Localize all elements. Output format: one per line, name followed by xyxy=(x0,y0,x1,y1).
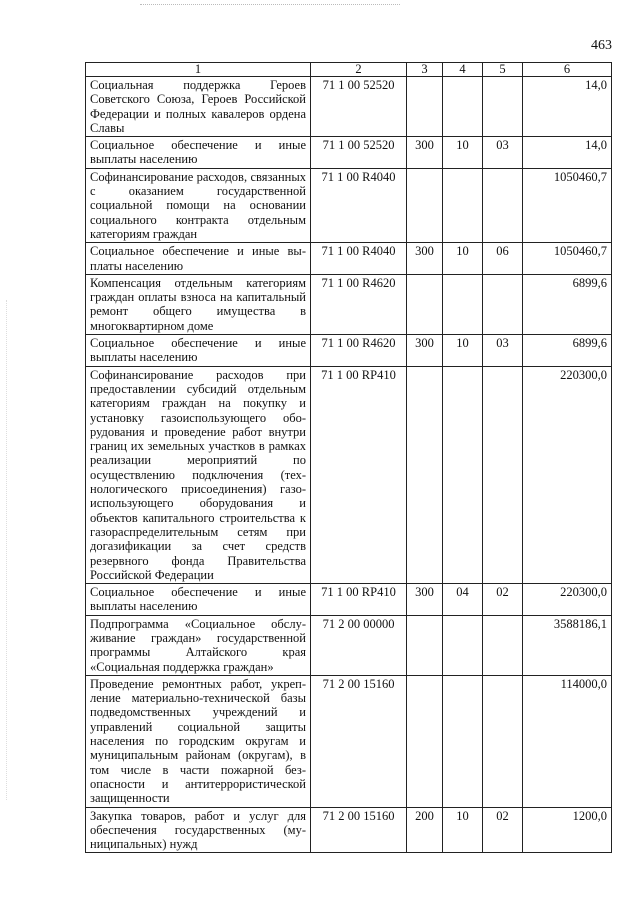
cell-name: Закупка товаров, работ и услуг для обеспечения государственных (муниципальных) нужд xyxy=(86,807,311,853)
cell-name: Проведение ремонтных работ, укрепление материально-технической базы подведомственных учреждений и управлений социальной защиты населения по городским округам и муниципальным районам (округам), в том числе в части пожарной безопасности и антитеррористической защищенности xyxy=(86,675,311,807)
cell-amount: 1200,0 xyxy=(523,807,612,853)
cell-name: Социальное обеспечение и иные выплаты населению xyxy=(86,137,311,169)
table-row xyxy=(86,274,612,334)
cell-subsection xyxy=(483,675,523,807)
cell-amount: 14,0 xyxy=(523,137,612,169)
cell-section xyxy=(443,615,483,675)
table-row xyxy=(86,243,612,275)
cell-target-article: 71 1 00 RP410 xyxy=(311,366,407,583)
cell-target-article: 71 1 00 52520 xyxy=(311,137,407,169)
cell-subsection xyxy=(483,77,523,137)
cell-target-article: 71 1 00 R4620 xyxy=(311,335,407,367)
column-header: 1 xyxy=(86,63,311,77)
cell-target-article: 71 2 00 15160 xyxy=(311,807,407,853)
cell-target-article: 71 1 00 R4620 xyxy=(311,274,407,334)
cell-name: Софинансирование расходов при предоставлении субсидий отдельным категориям граждан на покупку и установку газоиспользующего оборудования и проведение работ внутри границ их земельных участков в рамках реализации мероприятий по осуществлению подключения (технологического присоединения) газоиспользующего оборудования и объектов капитального строительства к газораспределительным сетям при догазификации за счет средств резервного фонда Правительства Российской Федерации xyxy=(86,366,311,583)
scan-artifact xyxy=(140,4,400,7)
cell-section: 10 xyxy=(443,137,483,169)
cell-section xyxy=(443,366,483,583)
table-body xyxy=(86,77,612,853)
cell-section xyxy=(443,168,483,242)
table-row xyxy=(86,615,612,675)
cell-expense-type: 200 xyxy=(407,807,443,853)
cell-subsection: 02 xyxy=(483,584,523,616)
column-header: 4 xyxy=(443,63,483,77)
cell-name: Компенсация отдельным категориям граждан оплаты взноса на капитальный ремонт общего имущества в многоквартирном доме xyxy=(86,274,311,334)
cell-expense-type: 300 xyxy=(407,137,443,169)
cell-amount: 6899,6 xyxy=(523,274,612,334)
column-header: 3 xyxy=(407,63,443,77)
cell-expense-type: 300 xyxy=(407,584,443,616)
cell-expense-type: 300 xyxy=(407,335,443,367)
cell-section: 10 xyxy=(443,335,483,367)
cell-target-article: 71 1 00 R4040 xyxy=(311,243,407,275)
cell-expense-type xyxy=(407,274,443,334)
cell-section: 04 xyxy=(443,584,483,616)
table-row xyxy=(86,168,612,242)
cell-amount: 3588186,1 xyxy=(523,615,612,675)
page-number: 463 xyxy=(591,38,612,53)
cell-amount: 6899,6 xyxy=(523,335,612,367)
cell-amount: 220300,0 xyxy=(523,584,612,616)
cell-name: Подпрограмма «Социальное обслуживание граждан» государственной программы Алтайского края «Социальная поддержка граждан» xyxy=(86,615,311,675)
column-header: 5 xyxy=(483,63,523,77)
cell-target-article: 71 2 00 15160 xyxy=(311,675,407,807)
cell-target-article: 71 1 00 RP410 xyxy=(311,584,407,616)
cell-amount: 220300,0 xyxy=(523,366,612,583)
cell-subsection: 02 xyxy=(483,807,523,853)
table-row xyxy=(86,137,612,169)
budget-table xyxy=(85,62,612,853)
cell-amount: 1050460,7 xyxy=(523,243,612,275)
cell-target-article: 71 2 00 00000 xyxy=(311,615,407,675)
cell-subsection: 03 xyxy=(483,335,523,367)
cell-subsection: 06 xyxy=(483,243,523,275)
cell-expense-type xyxy=(407,77,443,137)
cell-expense-type xyxy=(407,675,443,807)
table-row xyxy=(86,675,612,807)
cell-section xyxy=(443,77,483,137)
header-row xyxy=(86,63,612,77)
cell-amount: 114000,0 xyxy=(523,675,612,807)
table-row xyxy=(86,335,612,367)
cell-section: 10 xyxy=(443,243,483,275)
cell-section xyxy=(443,274,483,334)
cell-expense-type: 300 xyxy=(407,243,443,275)
cell-section xyxy=(443,675,483,807)
cell-amount: 1050460,7 xyxy=(523,168,612,242)
cell-name: Социальное обеспечение и иные выплаты населению xyxy=(86,243,311,275)
cell-name: Социальное обеспечение и иные выплаты населению xyxy=(86,335,311,367)
cell-expense-type xyxy=(407,168,443,242)
column-header: 6 xyxy=(523,63,612,77)
cell-section: 10 xyxy=(443,807,483,853)
cell-amount: 14,0 xyxy=(523,77,612,137)
cell-subsection xyxy=(483,274,523,334)
cell-expense-type xyxy=(407,366,443,583)
cell-target-article: 71 1 00 52520 xyxy=(311,77,407,137)
table-row xyxy=(86,807,612,853)
table-row xyxy=(86,584,612,616)
column-header: 2 xyxy=(311,63,407,77)
cell-target-article: 71 1 00 R4040 xyxy=(311,168,407,242)
scan-edge-artifact xyxy=(6,300,9,800)
cell-subsection xyxy=(483,168,523,242)
cell-name: Социальное обеспечение и иные выплаты населению xyxy=(86,584,311,616)
cell-name: Социальная поддержка Героев Советского Союза, Героев Российской Федерации и полных кавалеров ордена Славы xyxy=(86,77,311,137)
cell-name: Софинансирование расходов, связанных с оказанием государственной социальной помощи на основании социального контракта отдельным категориям граждан xyxy=(86,168,311,242)
table-row xyxy=(86,77,612,137)
cell-subsection xyxy=(483,615,523,675)
table-row xyxy=(86,366,612,583)
cell-expense-type xyxy=(407,615,443,675)
cell-subsection: 03 xyxy=(483,137,523,169)
cell-subsection xyxy=(483,366,523,583)
